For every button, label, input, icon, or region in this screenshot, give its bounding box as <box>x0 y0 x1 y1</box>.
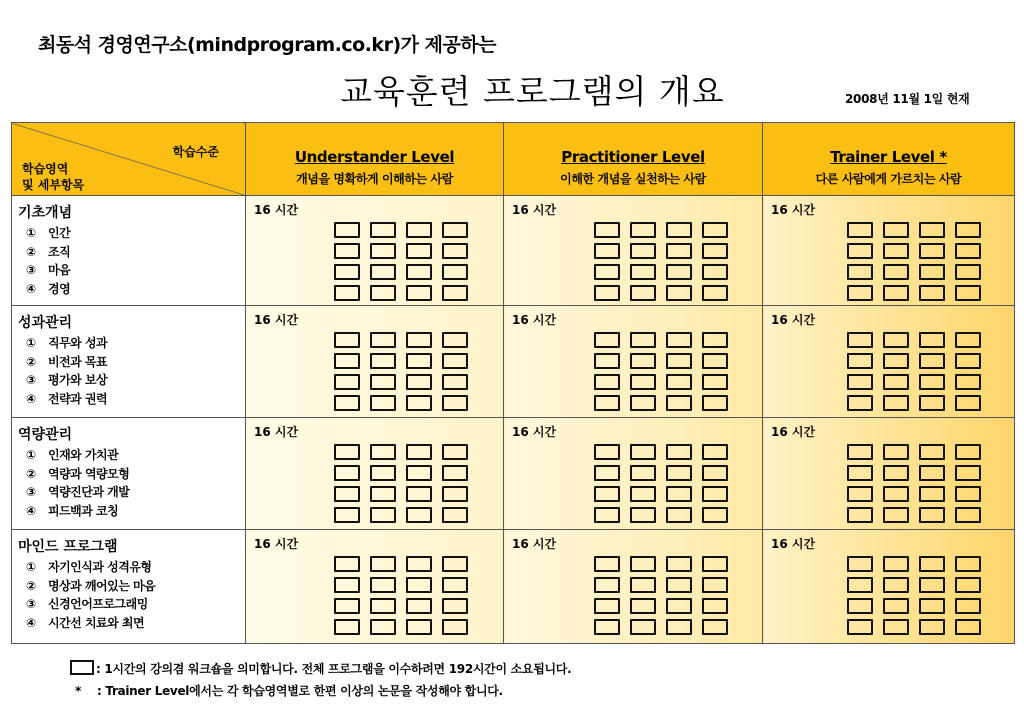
hour-box <box>370 556 396 572</box>
hour-box <box>370 598 396 614</box>
hour-box <box>883 353 909 369</box>
hour-box <box>406 486 432 502</box>
asterisk-mark: * <box>75 684 81 698</box>
hour-box <box>442 395 468 411</box>
hour-box <box>666 222 692 238</box>
hour-box <box>702 374 728 390</box>
hour-box <box>370 465 396 481</box>
hour-box <box>666 243 692 259</box>
hour-box <box>630 353 656 369</box>
hour-box <box>883 444 909 460</box>
hour-box <box>847 264 873 280</box>
legend <box>70 660 571 677</box>
hour-box <box>442 264 468 280</box>
corner-area-label <box>22 161 84 193</box>
hour-box <box>334 332 360 348</box>
area-cell <box>12 306 246 418</box>
hour-box <box>702 353 728 369</box>
hour-box <box>702 556 728 572</box>
area-item: ① 자기인식과 성격유형 <box>26 560 152 574</box>
hours-cell <box>504 418 763 530</box>
hour-box <box>594 486 620 502</box>
hour-box <box>630 395 656 411</box>
hours-label: 16 시간 <box>771 537 816 551</box>
hour-box <box>919 507 945 523</box>
hour-box <box>594 374 620 390</box>
hour-box <box>919 285 945 301</box>
hour-box <box>370 619 396 635</box>
hour-box <box>919 598 945 614</box>
hour-box <box>666 507 692 523</box>
hour-box <box>630 444 656 460</box>
hours-label: 16 시간 <box>254 425 299 439</box>
hour-box <box>919 353 945 369</box>
hour-box <box>370 332 396 348</box>
hour-box <box>919 486 945 502</box>
hours-cell <box>763 530 1015 644</box>
area-item: ③ 역량진단과 개발 <box>26 485 130 499</box>
area-item: ② 명상과 깨어있는 마음 <box>26 578 156 593</box>
hour-box <box>406 444 432 460</box>
hour-box <box>847 556 873 572</box>
hour-box <box>702 507 728 523</box>
hour-box <box>594 264 620 280</box>
corner-area-label-1: 학습영역 <box>22 162 69 176</box>
area-item: ④ 피드백과 코칭 <box>26 503 119 518</box>
hour-box <box>883 395 909 411</box>
hour-box <box>919 395 945 411</box>
hour-box <box>630 264 656 280</box>
hour-box <box>702 444 728 460</box>
hour-box <box>919 222 945 238</box>
program-table <box>11 122 1015 644</box>
area-item: ① 인간 <box>26 226 71 240</box>
hour-box <box>594 353 620 369</box>
hour-box <box>955 353 981 369</box>
hour-box <box>847 374 873 390</box>
hour-box <box>847 619 873 635</box>
hour-box <box>334 353 360 369</box>
hour-box <box>847 332 873 348</box>
hour-box <box>594 332 620 348</box>
corner-area-label-2: 및 세부항목 <box>22 178 85 192</box>
hour-box <box>955 619 981 635</box>
hour-box <box>702 285 728 301</box>
hour-box <box>955 395 981 411</box>
hour-box <box>847 353 873 369</box>
hour-box <box>702 465 728 481</box>
hours-cell <box>246 196 504 306</box>
hour-box <box>955 332 981 348</box>
hour-box <box>370 577 396 593</box>
hours-label: 16 시간 <box>512 203 557 217</box>
hour-boxes <box>594 222 728 301</box>
hours-label: 16 시간 <box>771 203 816 217</box>
hour-box <box>847 507 873 523</box>
hours-label: 16 시간 <box>512 425 557 439</box>
hour-box <box>702 598 728 614</box>
hour-box <box>702 264 728 280</box>
hour-boxes <box>847 332 981 411</box>
table-row-mind-program <box>12 530 1015 644</box>
area-name: 성과관리 <box>18 315 73 331</box>
hour-box <box>955 222 981 238</box>
hour-box <box>334 465 360 481</box>
hour-box <box>630 507 656 523</box>
area-name: 기초개념 <box>18 205 73 221</box>
hour-box <box>334 486 360 502</box>
hours-label: 16 시간 <box>512 313 557 327</box>
hour-box <box>919 243 945 259</box>
hour-box <box>955 577 981 593</box>
note-text: : Trainer Level에서는 각 학습영역별로 한편 이상의 논문을 작성해야 합니다. <box>97 684 503 698</box>
hour-box <box>594 444 620 460</box>
hours-cell <box>246 306 504 418</box>
hour-box <box>883 222 909 238</box>
hour-box <box>666 332 692 348</box>
hour-box <box>370 353 396 369</box>
hour-box <box>406 395 432 411</box>
hour-box <box>442 486 468 502</box>
hour-box <box>919 374 945 390</box>
hour-box <box>702 395 728 411</box>
level-header-practitioner <box>504 123 763 196</box>
hour-box <box>334 577 360 593</box>
area-item: ③ 평가와 보상 <box>26 373 108 387</box>
level-subtitle: 개념을 명확하게 이해하는 사람 <box>296 171 453 186</box>
level-header-understander <box>246 123 504 196</box>
hour-box <box>666 285 692 301</box>
hour-box <box>919 444 945 460</box>
hour-box <box>334 395 360 411</box>
hour-box <box>334 264 360 280</box>
hour-box <box>370 395 396 411</box>
hour-box <box>630 285 656 301</box>
hour-box <box>594 465 620 481</box>
hour-boxes <box>594 556 728 635</box>
hour-box <box>370 243 396 259</box>
hour-box <box>883 285 909 301</box>
hour-box <box>370 507 396 523</box>
hour-box <box>666 353 692 369</box>
hour-box <box>883 619 909 635</box>
hour-box <box>630 332 656 348</box>
hour-box <box>442 222 468 238</box>
hour-box <box>666 556 692 572</box>
legend-text: : 1시간의 강의겸 워크숍을 의미합니다. 전체 프로그램을 이수하려면 192시간이 소요됩니다. <box>96 662 572 676</box>
hour-box <box>702 577 728 593</box>
hours-label: 16 시간 <box>254 537 299 551</box>
hour-box <box>955 374 981 390</box>
hour-box <box>594 507 620 523</box>
hour-box <box>630 222 656 238</box>
hour-box <box>594 222 620 238</box>
hour-box <box>334 598 360 614</box>
hour-boxes <box>847 556 981 635</box>
hour-box <box>594 395 620 411</box>
hour-box <box>702 486 728 502</box>
hour-box <box>406 577 432 593</box>
hour-box <box>883 598 909 614</box>
hour-box <box>666 374 692 390</box>
hours-cell <box>763 306 1015 418</box>
hour-boxes <box>334 444 468 523</box>
trainer-note <box>75 682 503 699</box>
area-item: ② 비전과 목표 <box>26 354 108 369</box>
hour-boxes <box>334 556 468 635</box>
hour-box <box>442 374 468 390</box>
hour-box <box>630 556 656 572</box>
hour-box <box>955 444 981 460</box>
area-item: ③ 신경언어프로그래밍 <box>26 597 148 611</box>
hour-box <box>883 374 909 390</box>
hour-box <box>334 222 360 238</box>
hour-box <box>442 577 468 593</box>
hour-box <box>955 465 981 481</box>
hour-box <box>406 598 432 614</box>
hour-box <box>955 486 981 502</box>
hour-box <box>442 285 468 301</box>
hours-cell <box>763 196 1015 306</box>
hour-boxes <box>334 332 468 411</box>
hours-label: 16 시간 <box>512 537 557 551</box>
hour-box <box>334 374 360 390</box>
hour-box <box>702 332 728 348</box>
hour-box <box>883 264 909 280</box>
hour-box <box>919 264 945 280</box>
hours-cell <box>763 418 1015 530</box>
hour-box <box>666 264 692 280</box>
area-item: ① 인재와 가치관 <box>26 448 119 462</box>
hour-box <box>406 374 432 390</box>
hour-box <box>666 395 692 411</box>
hour-box <box>883 486 909 502</box>
hour-box <box>630 465 656 481</box>
hour-box <box>630 577 656 593</box>
hour-box <box>594 556 620 572</box>
hour-box <box>594 577 620 593</box>
hour-boxes <box>594 332 728 411</box>
date-label: 2008년 11월 1일 현재 <box>845 92 970 106</box>
hour-box <box>955 556 981 572</box>
hour-box <box>442 243 468 259</box>
area-item: ④ 시간선 치료와 최면 <box>26 615 145 630</box>
hour-box <box>847 598 873 614</box>
hour-boxes <box>847 444 981 523</box>
hour-box <box>370 264 396 280</box>
hour-box <box>406 465 432 481</box>
table-row-basic-concepts <box>12 196 1015 306</box>
page-title: 교육훈련 프로그램의 개요 <box>340 72 725 111</box>
hour-box <box>847 222 873 238</box>
area-item: ④ 전략과 권력 <box>26 391 108 406</box>
hour-boxes <box>594 444 728 523</box>
hour-box <box>334 285 360 301</box>
hour-box <box>666 619 692 635</box>
hour-box <box>847 444 873 460</box>
area-item: ③ 마음 <box>26 263 71 277</box>
hour-box <box>406 332 432 348</box>
area-name: 역량관리 <box>18 427 73 443</box>
hour-box <box>442 619 468 635</box>
hour-box <box>594 285 620 301</box>
hours-cell <box>246 530 504 644</box>
table-row-competency-management <box>12 418 1015 530</box>
hour-box <box>883 577 909 593</box>
hour-box <box>630 619 656 635</box>
hour-box <box>883 243 909 259</box>
hour-box <box>702 222 728 238</box>
hour-box <box>630 374 656 390</box>
hour-box <box>630 598 656 614</box>
hour-box <box>847 486 873 502</box>
hour-box <box>594 243 620 259</box>
hour-box <box>334 243 360 259</box>
hour-box <box>702 243 728 259</box>
hours-label: 16 시간 <box>254 313 299 327</box>
hour-box <box>847 577 873 593</box>
hour-box <box>883 556 909 572</box>
hour-box <box>406 243 432 259</box>
hour-box <box>442 353 468 369</box>
hour-box-legend-icon <box>70 660 94 675</box>
area-item: ② 역량과 역량모형 <box>26 466 130 481</box>
hour-box <box>370 285 396 301</box>
hour-box <box>883 507 909 523</box>
hour-box <box>406 507 432 523</box>
hour-box <box>406 222 432 238</box>
area-cell <box>12 196 246 306</box>
hour-box <box>334 444 360 460</box>
hour-box <box>847 285 873 301</box>
hour-box <box>442 444 468 460</box>
hour-box <box>406 353 432 369</box>
hour-box <box>334 619 360 635</box>
hour-box <box>919 556 945 572</box>
hour-box <box>406 285 432 301</box>
hour-box <box>666 598 692 614</box>
level-title: Practitioner Level <box>561 147 705 166</box>
table-header-row <box>12 123 1015 196</box>
hour-box <box>666 444 692 460</box>
level-subtitle: 이해한 개념을 실천하는 사람 <box>560 171 706 186</box>
hours-cell <box>504 306 763 418</box>
level-title: Understander Level <box>294 147 455 166</box>
hour-box <box>883 465 909 481</box>
hours-label: 16 시간 <box>254 203 299 217</box>
hour-box <box>666 465 692 481</box>
header-subtitle: 최동석 경영연구소(mindprogram.co.kr)가 제공하는 <box>38 34 497 56</box>
hour-box <box>955 507 981 523</box>
hour-box <box>955 264 981 280</box>
hour-box <box>919 619 945 635</box>
area-cell <box>12 530 246 644</box>
hour-box <box>406 619 432 635</box>
hour-box <box>847 465 873 481</box>
level-subtitle: 다른 사람에게 가르치는 사람 <box>815 171 962 186</box>
hour-box <box>594 619 620 635</box>
hour-box <box>630 486 656 502</box>
hour-box <box>442 556 468 572</box>
hour-box <box>370 444 396 460</box>
hour-box <box>955 285 981 301</box>
level-title: Trainer Level * <box>830 147 947 166</box>
table-row-performance-management <box>12 306 1015 418</box>
hour-boxes <box>334 222 468 301</box>
hour-box <box>847 243 873 259</box>
hour-box <box>847 395 873 411</box>
hours-cell <box>504 196 763 306</box>
hour-box <box>442 465 468 481</box>
hour-box <box>666 577 692 593</box>
hour-box <box>442 598 468 614</box>
area-cell <box>12 418 246 530</box>
hour-box <box>702 619 728 635</box>
hour-box <box>955 598 981 614</box>
hour-box <box>630 243 656 259</box>
hours-label: 16 시간 <box>771 313 816 327</box>
hours-cell <box>504 530 763 644</box>
level-header-trainer <box>763 123 1015 196</box>
hour-box <box>370 222 396 238</box>
hour-box <box>370 374 396 390</box>
hour-box <box>370 486 396 502</box>
area-item: ② 조직 <box>26 244 71 259</box>
hour-box <box>666 486 692 502</box>
hour-box <box>919 332 945 348</box>
hour-boxes <box>847 222 981 301</box>
corner-level-label: 학습수준 <box>172 145 219 159</box>
area-item: ④ 경영 <box>26 281 71 296</box>
table-corner-header <box>12 123 246 196</box>
hour-box <box>919 465 945 481</box>
area-item: ① 직무와 성과 <box>26 336 108 350</box>
hour-box <box>406 264 432 280</box>
hour-box <box>594 598 620 614</box>
area-name: 마인드 프로그램 <box>18 539 118 555</box>
hour-box <box>334 507 360 523</box>
hour-box <box>883 332 909 348</box>
hours-cell <box>246 418 504 530</box>
hour-box <box>955 243 981 259</box>
hour-box <box>442 332 468 348</box>
hours-label: 16 시간 <box>771 425 816 439</box>
hour-box <box>442 507 468 523</box>
hour-box <box>919 577 945 593</box>
hour-box <box>334 556 360 572</box>
hour-box <box>406 556 432 572</box>
